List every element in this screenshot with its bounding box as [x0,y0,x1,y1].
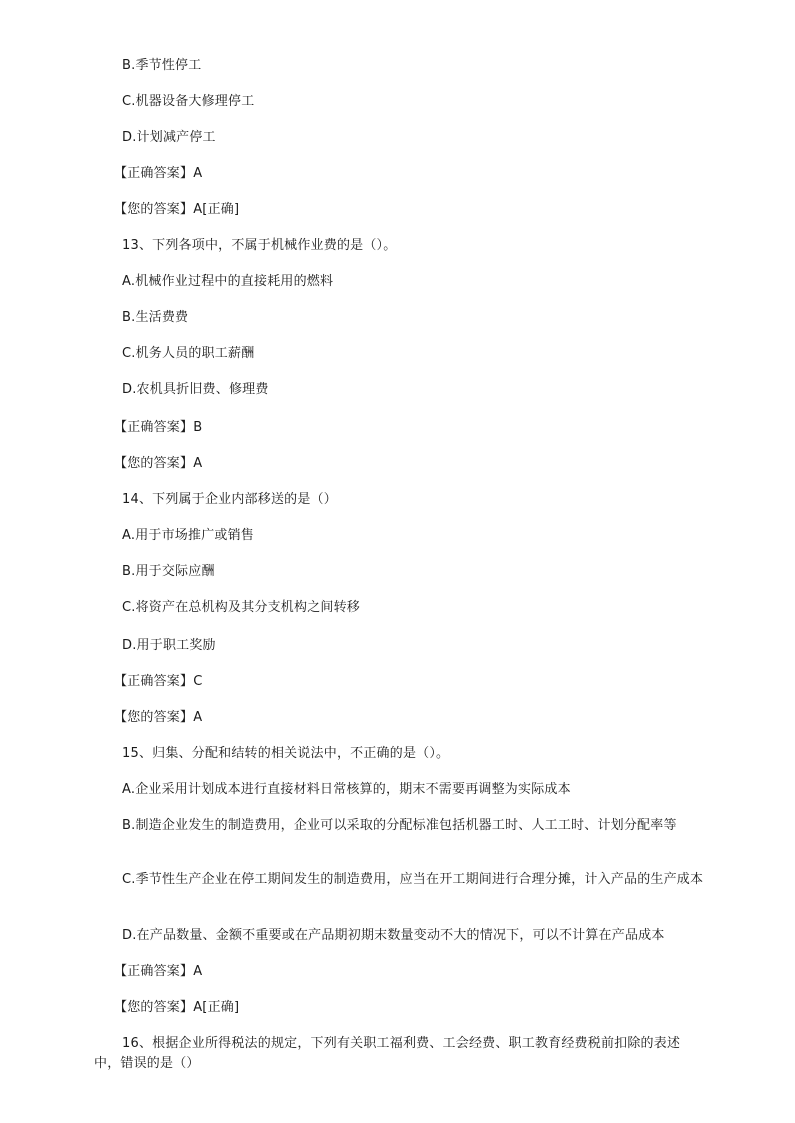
option-a: A.机械作业过程中的直接耗用的燃料 [122,274,334,289]
correct-answer: 【正确答案】C [114,674,203,689]
correct-answer: 【正确答案】A [114,166,203,181]
option-c: C.将资产在总机构及其分支机构之间转移 [122,600,361,615]
option-c: C.季节性生产企业在停工期间发生的制造费用，应当在开工期间进行合理分摊，计入产品的生产成本 [122,872,704,887]
option-d: D.在产品数量、金额不重要或在产品期初期末数量变动不大的情况下，可以不计算在产品成本 [122,928,665,943]
option-c: C.机器设备大修理停工 [122,94,255,109]
option-d: D.计划减产停工 [122,130,216,145]
option-b: B.用于交际应酬 [122,564,215,579]
question-16: 16、根据企业所得税法的规定，下列有关职工福利费、工会经费、职工教育经费税前扣除的表述中，错误的是（） [94,1036,681,1071]
option-b: B.生活费费 [122,310,189,325]
your-answer: 【您的答案】A[正确] [114,202,240,217]
question-15: 15、归集、分配和结转的相关说法中，不正确的是（）。 [122,746,450,761]
option-c: C.机务人员的职工薪酬 [122,346,255,361]
option-d: D.农机具折旧费、修理费 [122,382,269,397]
your-answer: 【您的答案】A[正确] [114,1000,240,1015]
option-b: B.季节性停工 [122,58,202,73]
option-d: D.用于职工奖励 [122,638,216,653]
your-answer: 【您的答案】A [114,710,203,725]
option-b: B.制造企业发生的制造费用，企业可以采取的分配标准包括机器工时、人工工时、计划分配率等 [122,818,677,833]
correct-answer: 【正确答案】A [114,964,203,979]
question-13: 13、下列各项中，不属于机械作业费的是（）。 [122,238,397,253]
your-answer: 【您的答案】A [114,456,203,471]
option-a: A.用于市场推广或销售 [122,528,254,543]
correct-answer: 【正确答案】B [114,420,203,435]
option-a: A.企业采用计划成本进行直接材料日常核算的，期末不需要再调整为实际成本 [122,782,571,797]
question-14: 14、下列属于企业内部移送的是（） [122,492,337,507]
